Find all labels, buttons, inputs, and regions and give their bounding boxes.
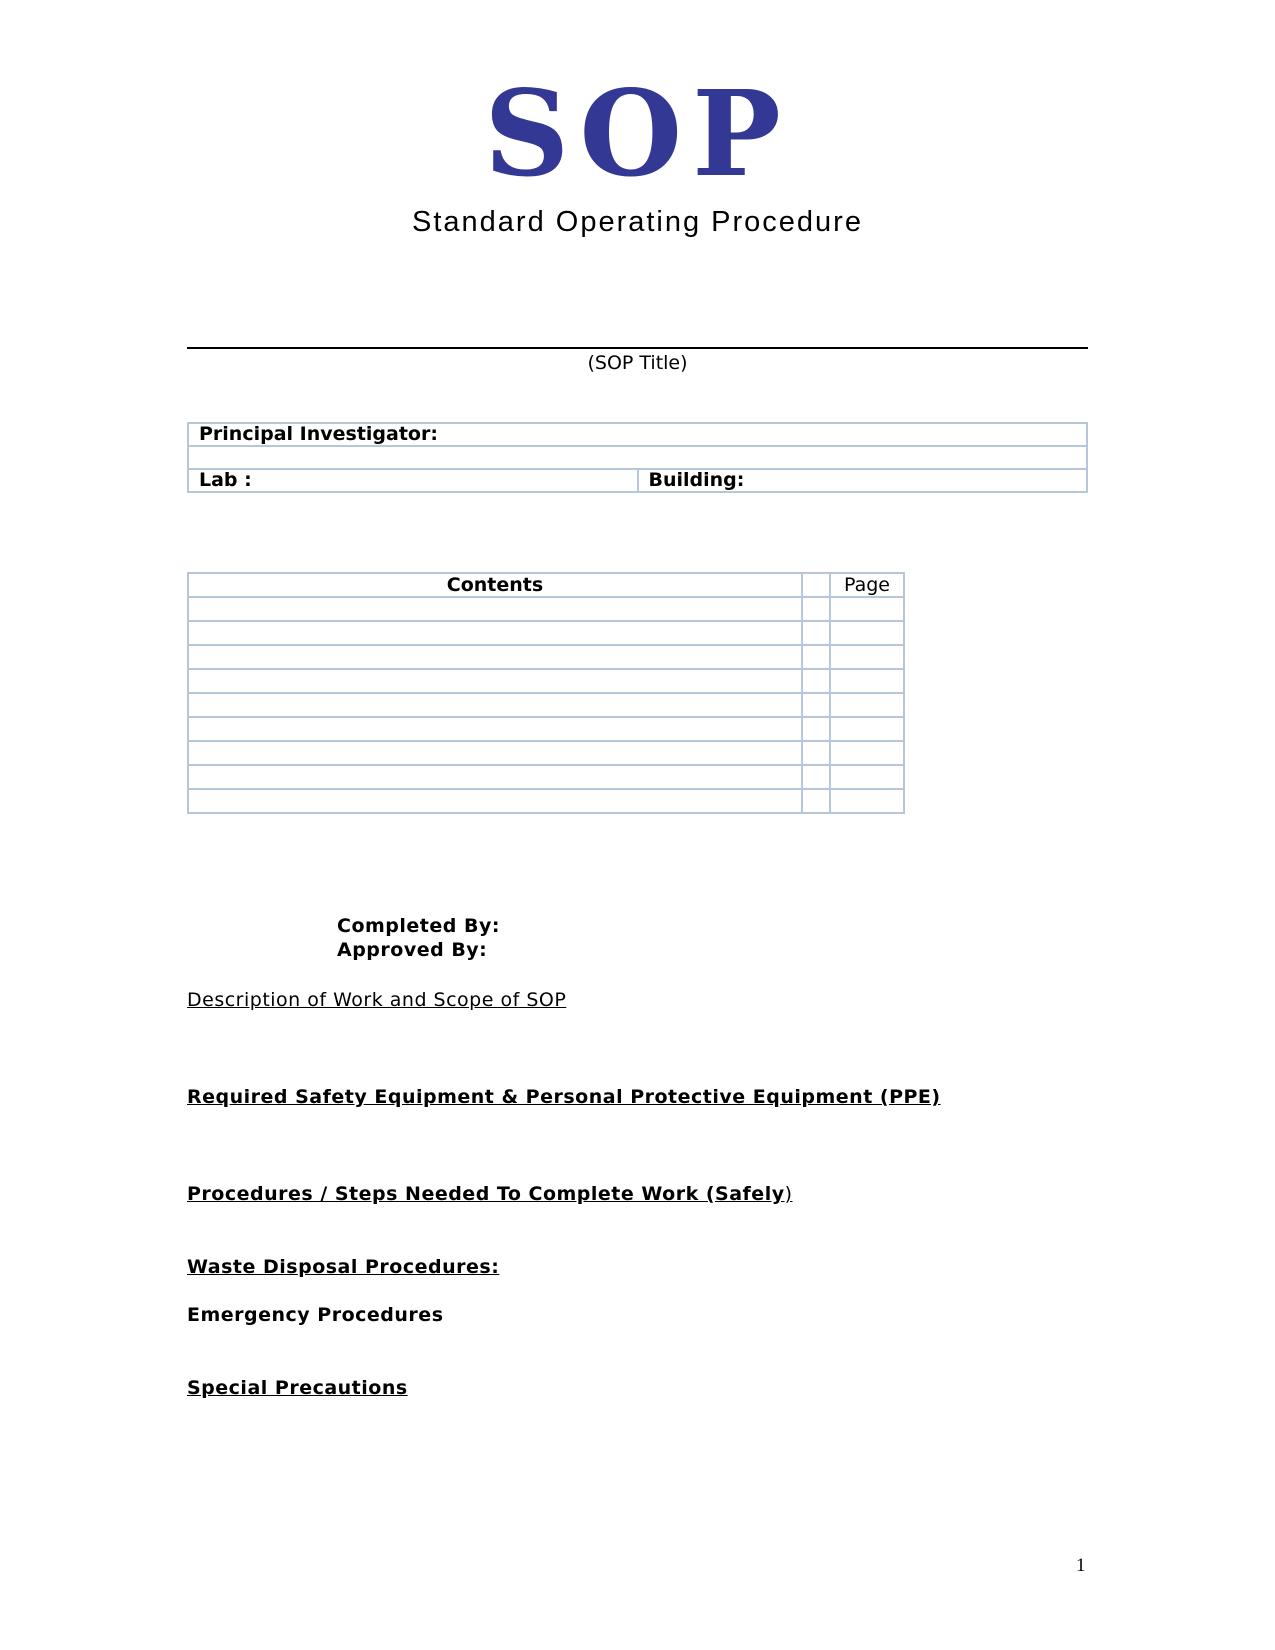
contents-spacer-cell[interactable] bbox=[802, 765, 830, 789]
page-cell[interactable] bbox=[830, 789, 904, 813]
page-header: Page bbox=[830, 573, 904, 597]
contents-cell[interactable] bbox=[188, 669, 802, 693]
contents-cell[interactable] bbox=[188, 645, 802, 669]
contents-spacer-cell[interactable] bbox=[802, 669, 830, 693]
page-cell[interactable] bbox=[830, 741, 904, 765]
contents-row bbox=[188, 669, 904, 693]
section-ppe: Required Safety Equipment & Personal Protective Equipment (PPE) bbox=[187, 1086, 941, 1108]
section-procedures-text: Procedures / Steps Needed To Complete Work (Safely bbox=[187, 1183, 785, 1205]
principal-investigator-value[interactable] bbox=[188, 446, 1087, 469]
info-table bbox=[187, 422, 1088, 493]
sop-logo: SOP bbox=[484, 64, 791, 203]
contents-row bbox=[188, 621, 904, 645]
contents-cell[interactable] bbox=[188, 765, 802, 789]
contents-cell[interactable] bbox=[188, 693, 802, 717]
contents-spacer-cell[interactable] bbox=[802, 717, 830, 741]
contents-cell[interactable] bbox=[188, 621, 802, 645]
contents-row bbox=[188, 765, 904, 789]
contents-cell[interactable] bbox=[188, 789, 802, 813]
contents-body bbox=[188, 597, 904, 813]
contents-row bbox=[188, 597, 904, 621]
lab-label: Lab : bbox=[188, 469, 638, 492]
page-cell[interactable] bbox=[830, 645, 904, 669]
page-cell[interactable] bbox=[830, 717, 904, 741]
contents-spacer-header bbox=[802, 573, 830, 597]
page-cell[interactable] bbox=[830, 765, 904, 789]
building-label: Building: bbox=[638, 469, 1088, 492]
section-emergency: Emergency Procedures bbox=[187, 1304, 444, 1326]
contents-row bbox=[188, 693, 904, 717]
contents-spacer-cell[interactable] bbox=[802, 621, 830, 645]
section-description: Description of Work and Scope of SOP bbox=[187, 989, 567, 1011]
contents-spacer-cell[interactable] bbox=[802, 693, 830, 717]
page-cell[interactable] bbox=[830, 621, 904, 645]
contents-spacer-cell[interactable] bbox=[802, 645, 830, 669]
approved-by-label: Approved By: bbox=[337, 939, 488, 961]
contents-spacer-cell[interactable] bbox=[802, 741, 830, 765]
contents-cell[interactable] bbox=[188, 597, 802, 621]
completed-by-label: Completed By: bbox=[337, 915, 500, 937]
page-cell[interactable] bbox=[830, 693, 904, 717]
contents-spacer-cell[interactable] bbox=[802, 789, 830, 813]
page-number: 1 bbox=[1076, 1555, 1086, 1576]
contents-spacer-cell[interactable] bbox=[802, 597, 830, 621]
contents-table bbox=[187, 572, 905, 814]
section-special-precautions: Special Precautions bbox=[187, 1377, 408, 1399]
page-cell[interactable] bbox=[830, 597, 904, 621]
contents-row bbox=[188, 789, 904, 813]
principal-investigator-label: Principal Investigator: bbox=[188, 423, 1087, 446]
section-procedures-close: ) bbox=[784, 1183, 793, 1205]
contents-header: Contents bbox=[188, 573, 802, 597]
sop-title-placeholder: (SOP Title) bbox=[587, 352, 688, 374]
contents-cell[interactable] bbox=[188, 741, 802, 765]
contents-row bbox=[188, 645, 904, 669]
sop-title-line bbox=[187, 347, 1088, 349]
contents-cell[interactable] bbox=[188, 717, 802, 741]
document-subtitle: Standard Operating Procedure bbox=[412, 206, 863, 238]
section-procedures bbox=[187, 1183, 793, 1205]
page-cell[interactable] bbox=[830, 669, 904, 693]
contents-row bbox=[188, 717, 904, 741]
section-waste-disposal: Waste Disposal Procedures: bbox=[187, 1256, 500, 1278]
contents-row bbox=[188, 741, 904, 765]
